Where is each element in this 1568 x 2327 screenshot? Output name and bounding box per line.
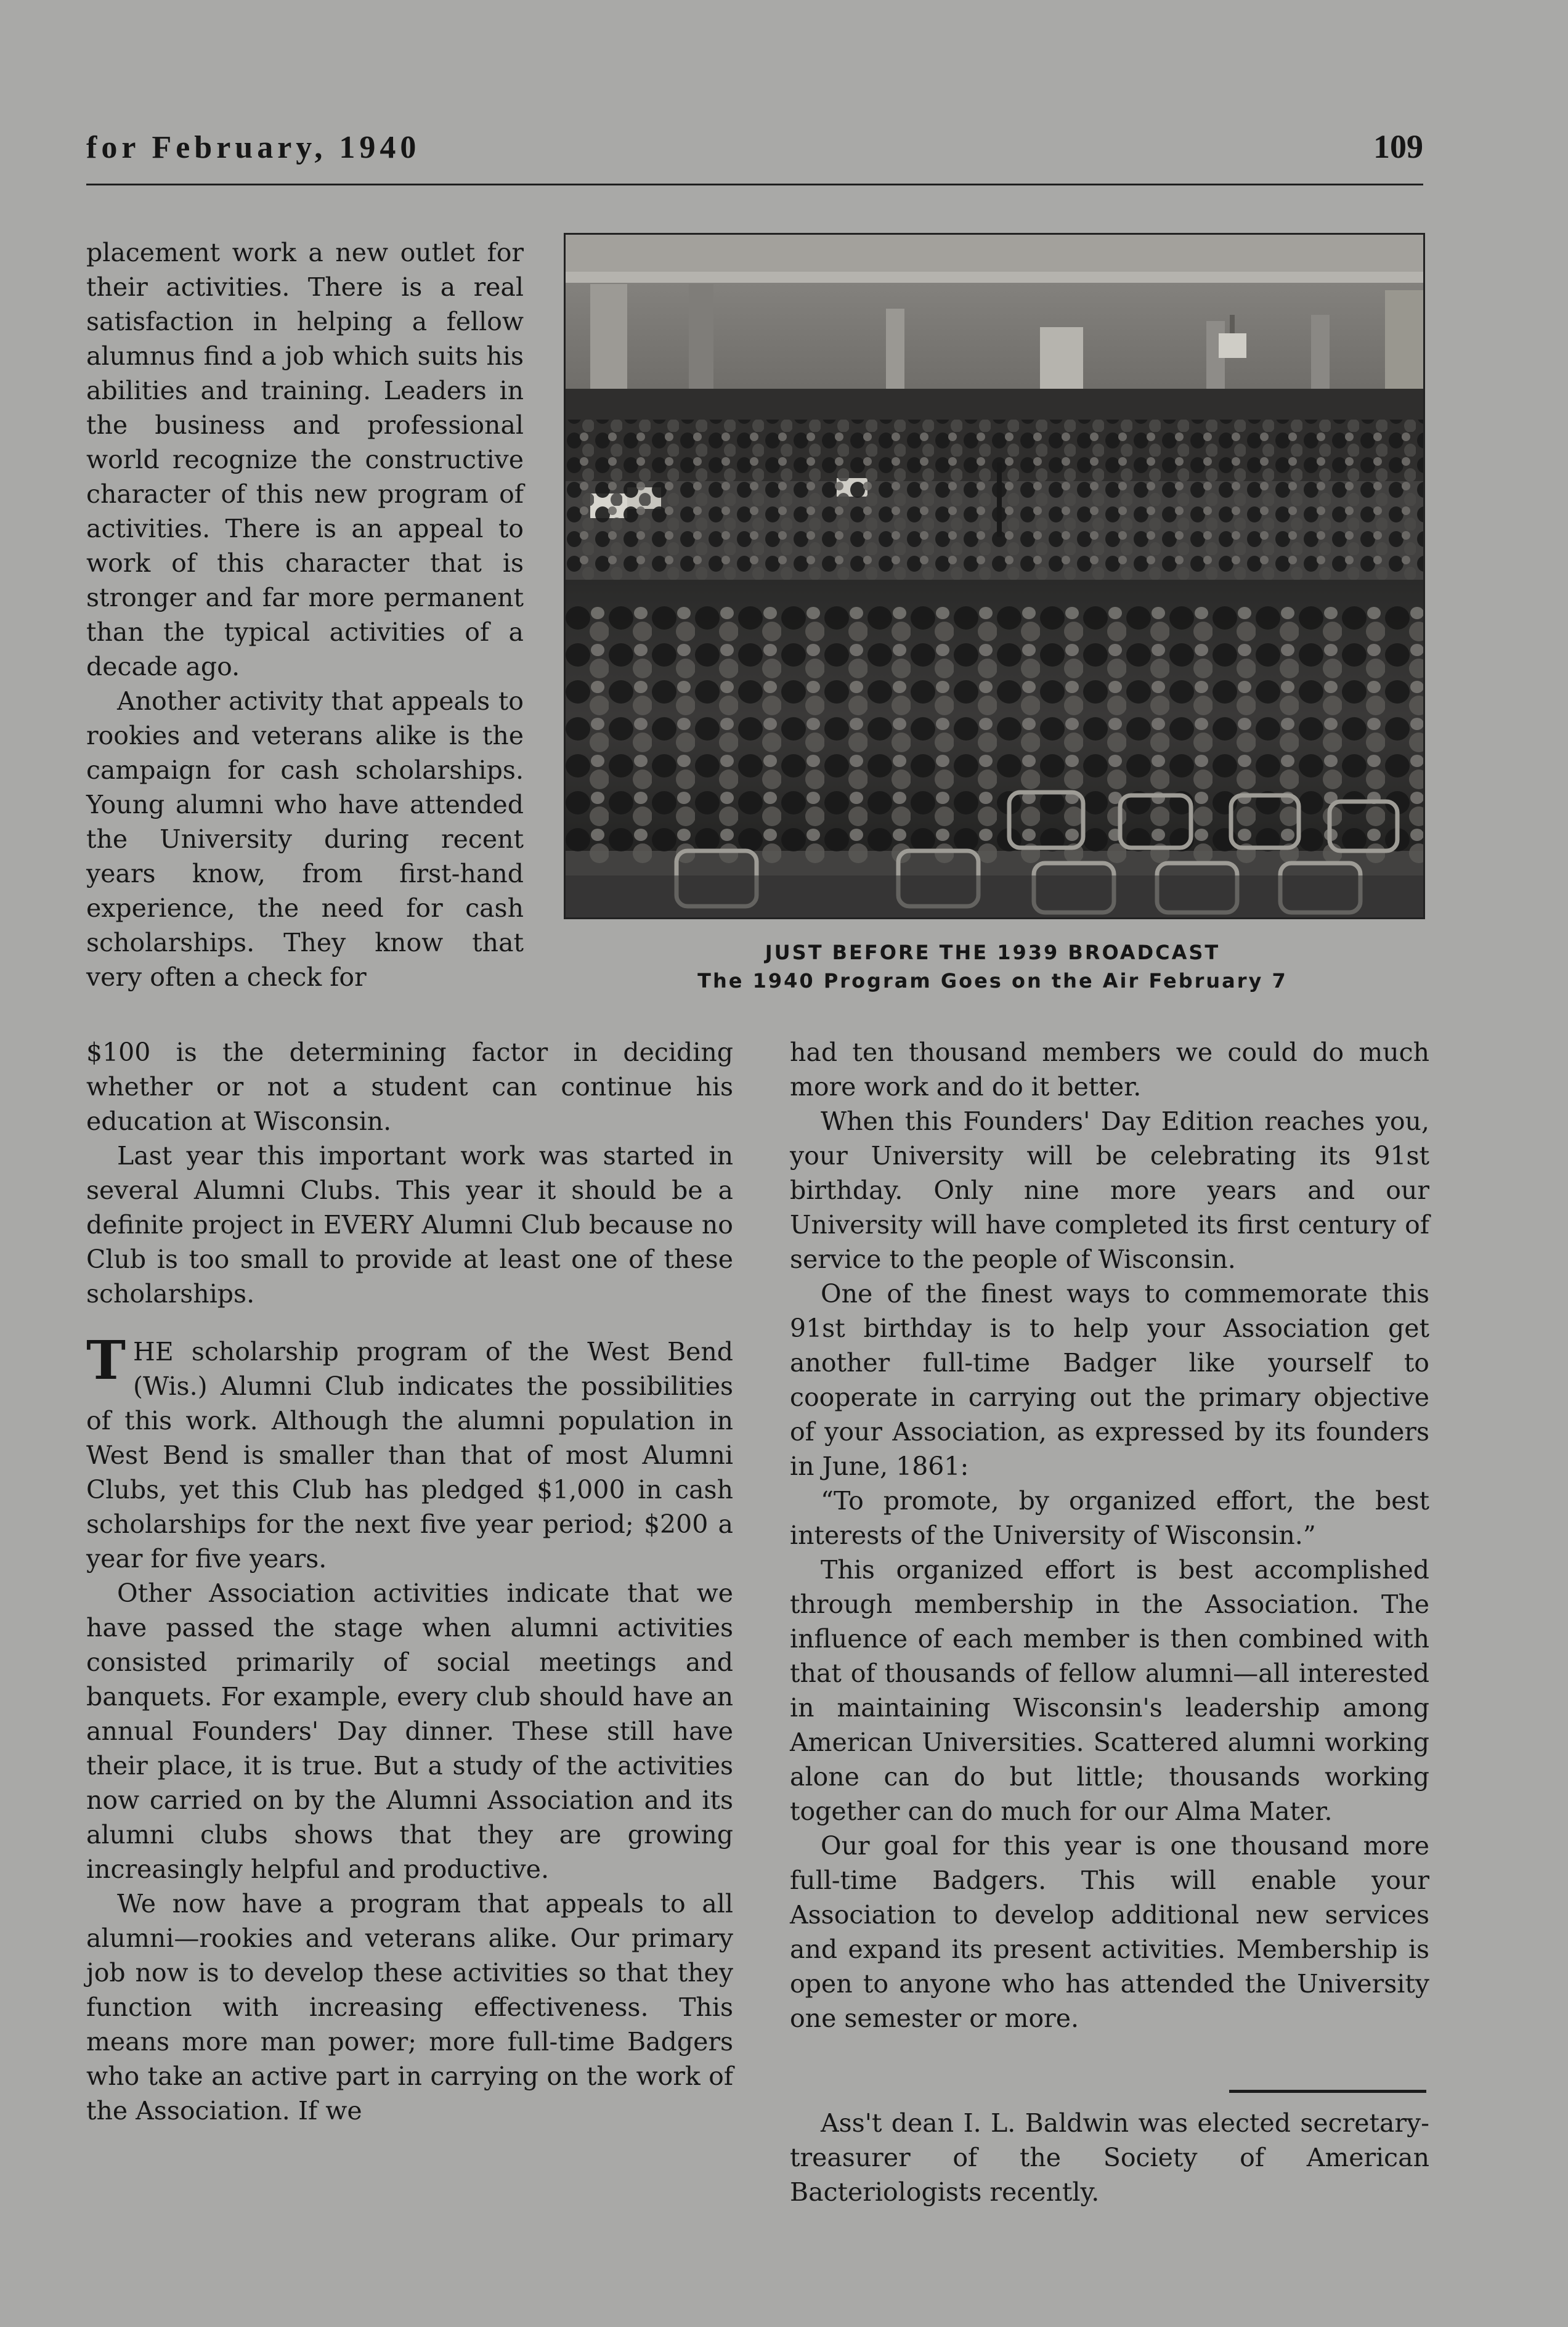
header-rule <box>86 184 1423 185</box>
news-note <box>790 2106 1429 2209</box>
quotation: “To promote, by organized effort, the best interests of the University of Wisconsin.” <box>790 1486 1429 1550</box>
paragraph-with-dropcap <box>86 1330 733 1576</box>
divider-rule <box>1229 2090 1426 2093</box>
drop-cap: T <box>86 1330 126 1392</box>
paragraph: This organized effort is best accomplished through membership in the Association. The influence of each member is then combined with that of thousands of fellow alumni—all interested in maintaining Wisconsin's leadership among American Universities. Scattered alumni working alone can do but little; thousands working together can do much for our Alma Mater. <box>790 1555 1429 1826</box>
section-break <box>86 1311 733 1334</box>
paragraph-text: HE scholarship program of the West Bend (Wis.) Alumni Club indicates the possibilities of this work. Although the alumni population in West Bend is smaller than that of most Alumni Clubs, yet this Club has pledged $1,000 in cash scholarships for the next five year period; $200 a year for five years. <box>86 1337 733 1574</box>
paragraph: Our goal for this year is one thousand more full-time Badgers. This will enable your Association to develop additional new services and expand its present activities. Membership is open to anyone who has attended the University one semester or more. <box>790 1831 1429 2033</box>
paragraph: placement work a new outlet for their activities. There is a real satisfaction in helping a fellow alumnus find a job which suits his abilities and training. Leaders in the business and professional world recognize the constructive character of this new program of activities. There is an appeal to work of this character that is stronger and far more permanent than the typical activities of a decade ago. <box>86 238 524 681</box>
paragraph: We now have a program that appeals to all alumni—rookies and veterans alike. Our primary job now is to develop these activities so that they function with increasing effectiveness. This means more man power; more full-time Badgers who take an active part in carrying on the work of the Association. If we <box>86 1889 733 2126</box>
column-bottom-left <box>86 1035 733 2128</box>
photo-caption-subtitle: The 1940 Program Goes on the Air February 7 <box>697 969 1288 993</box>
paragraph: One of the finest ways to commemorate this 91st birthday is to help your Association get another full-time Badger like yourself to cooperate in carrying out the primary objective of your Association, as expressed by its founders in June, 1861: <box>790 1279 1429 1481</box>
broadcast-photo <box>564 233 1425 919</box>
auditorium-audience-image <box>566 235 1423 917</box>
news-note-text: Ass't dean I. L. Baldwin was elected secretary-treasurer of the Society of American Bacteriologists recently. <box>790 2108 1429 2207</box>
paragraph: had ten thousand members we could do much more work and do it better. <box>790 1038 1429 1102</box>
paragraph: When this Founders' Day Edition reaches you, your University will be celebrating its 91st birthday. Only nine more years and our University will have completed its first century of service to the people of Wisconsin. <box>790 1107 1429 1274</box>
photo-caption-title: JUST BEFORE THE 1939 BROADCAST <box>765 941 1221 964</box>
running-title: for February, 1940 <box>86 130 421 165</box>
paragraph: Last year this important work was started in several Alumni Clubs. This year it should be a definite project in EVERY Alumni Club because no Club is too small to provide at least one of these scholarships. <box>86 1141 733 1309</box>
paragraph: Another activity that appeals to rookies and veterans alike is the campaign for cash scholarships. Young alumni who have attended the University during recent years know, from first-hand experience, the need for cash scholarships. They know that very often a check for <box>86 686 524 992</box>
column-top-left <box>86 235 524 994</box>
page-number: 109 <box>1373 128 1423 165</box>
paragraph: $100 is the determining factor in deciding whether or not a student can continue his education at Wisconsin. <box>86 1038 733 1136</box>
paragraph: Other Association activities indicate that we have passed the stage when alumni activities consisted primarily of social meetings and banquets. For example, every club should have an annual Founders' Day dinner. These still have their place, it is true. But a study of the activities now carried on by the Alumni Association and its alumni clubs shows that they are growing increasingly helpful and productive. <box>86 1578 733 1884</box>
column-bottom-right <box>790 1035 1429 2036</box>
